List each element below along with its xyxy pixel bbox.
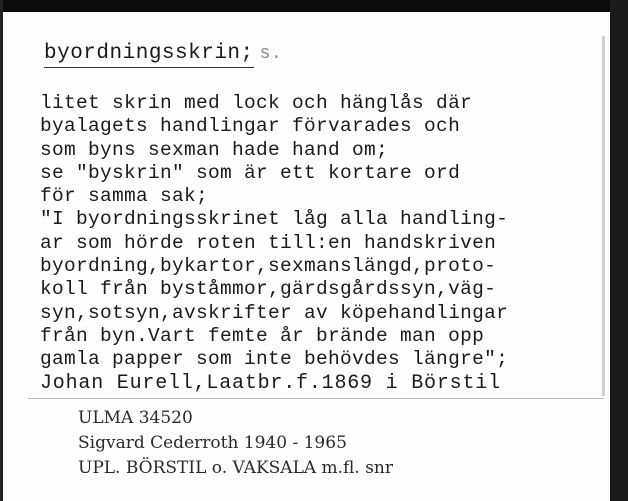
headword-tag: s. xyxy=(259,44,283,64)
text-line: "I byordningsskrinet låg alla handling- xyxy=(40,208,509,231)
card-edge-line xyxy=(602,36,605,396)
source-line: Johan Eurell,Laatbr.f.1869 i Börstil xyxy=(40,371,501,395)
headword: byordningsskrin; xyxy=(44,42,254,68)
archive-id: ULMA 34520 xyxy=(78,408,193,428)
headword-line xyxy=(44,42,282,65)
scan-border-right xyxy=(610,0,628,501)
text-line: syn,sotsyn,avskrifter av köpehandlingar xyxy=(40,301,509,324)
text-line: litet skrin med lock och hänglås där xyxy=(40,92,473,114)
text-line: som byns sexman hade hand om; xyxy=(40,138,389,161)
scan-border-top xyxy=(0,0,628,12)
text-line: byalagets handlingar förvarades och xyxy=(40,115,461,138)
text-line: gamla papper som inte behövdes längre"; xyxy=(40,348,509,371)
scan-border-left xyxy=(0,0,3,501)
text-line: koll från byståmmor,gärdsgårdssyn,väg- xyxy=(40,278,497,301)
text-line: ar som hörde roten till:en handskriven xyxy=(40,231,497,254)
card-bottom-line xyxy=(28,398,604,399)
text-line: se "byskrin" som är ett kortare ord xyxy=(40,161,461,184)
text-line: för samma sak; xyxy=(40,185,209,208)
collector: Sigvard Cederroth 1940 - 1965 xyxy=(78,433,347,453)
archive-footer xyxy=(78,406,393,481)
text-line: från byn.Vart femte år brände man opp xyxy=(40,324,485,347)
text-line: byordning,bykartor,sexmanslängd,proto- xyxy=(40,255,497,278)
location: UPL. BÖRSTIL o. VAKSALA m.fl. snr xyxy=(78,458,394,478)
definition-text xyxy=(40,92,600,395)
